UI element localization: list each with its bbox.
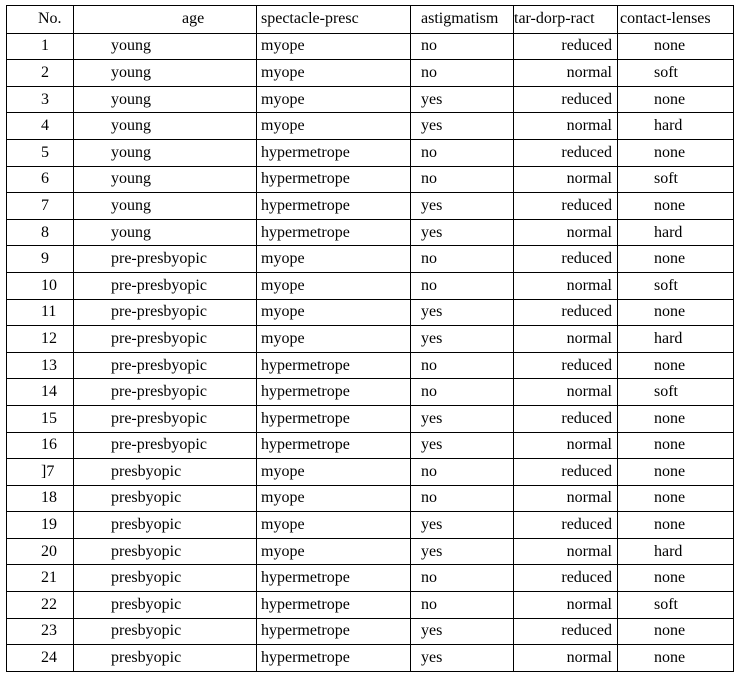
cell-no: 23 — [7, 618, 74, 645]
cell-age: presbyopic — [74, 592, 257, 619]
cell-contact-lenses: soft — [618, 379, 734, 406]
cell-spectacle: hypermetrope — [257, 432, 411, 459]
cell-contact-lenses: none — [618, 565, 734, 592]
cell-age: presbyopic — [74, 538, 257, 565]
table-row — [7, 60, 734, 87]
cell-no: 14 — [7, 379, 74, 406]
cell-contact-lenses: none — [618, 485, 734, 512]
cell-contact-lenses: soft — [618, 592, 734, 619]
cell-contact-lenses: none — [618, 405, 734, 432]
table-row — [7, 645, 734, 672]
cell-no: 16 — [7, 432, 74, 459]
cell-no: 18 — [7, 485, 74, 512]
cell-no: 4 — [7, 113, 74, 140]
cell-no: 9 — [7, 246, 74, 273]
cell-spectacle: hypermetrope — [257, 565, 411, 592]
cell-age: pre-presbyopic — [74, 272, 257, 299]
cell-astigmatism: no — [411, 166, 514, 193]
header-no: No. — [7, 6, 74, 34]
cell-astigmatism: no — [411, 352, 514, 379]
cell-age: pre-presbyopic — [74, 405, 257, 432]
contact-lenses-table — [6, 5, 734, 672]
cell-spectacle: myope — [257, 512, 411, 539]
table-row — [7, 459, 734, 486]
cell-tear-rate: reduced — [514, 405, 618, 432]
cell-age: pre-presbyopic — [74, 299, 257, 326]
cell-contact-lenses: soft — [618, 60, 734, 87]
cell-age: presbyopic — [74, 565, 257, 592]
table-row — [7, 326, 734, 353]
cell-tear-rate: normal — [514, 485, 618, 512]
cell-astigmatism: no — [411, 379, 514, 406]
cell-astigmatism: yes — [411, 113, 514, 140]
cell-astigmatism: yes — [411, 405, 514, 432]
cell-no: 21 — [7, 565, 74, 592]
cell-no: ]7 — [7, 459, 74, 486]
table-body — [7, 33, 734, 671]
cell-astigmatism: no — [411, 272, 514, 299]
cell-tear-rate: normal — [514, 379, 618, 406]
cell-tear-rate: normal — [514, 592, 618, 619]
table-row — [7, 166, 734, 193]
cell-astigmatism: no — [411, 459, 514, 486]
cell-contact-lenses: none — [618, 432, 734, 459]
cell-astigmatism: yes — [411, 432, 514, 459]
cell-spectacle: hypermetrope — [257, 618, 411, 645]
cell-contact-lenses: none — [618, 512, 734, 539]
cell-age: young — [74, 139, 257, 166]
cell-contact-lenses: none — [618, 459, 734, 486]
table-row — [7, 538, 734, 565]
cell-tear-rate: reduced — [514, 193, 618, 220]
cell-spectacle: hypermetrope — [257, 139, 411, 166]
table-header — [7, 6, 734, 34]
table-row — [7, 432, 734, 459]
table-row — [7, 33, 734, 60]
cell-tear-rate: normal — [514, 645, 618, 672]
table-row — [7, 272, 734, 299]
table-row — [7, 405, 734, 432]
cell-age: pre-presbyopic — [74, 246, 257, 273]
cell-no: 20 — [7, 538, 74, 565]
cell-age: young — [74, 166, 257, 193]
cell-spectacle: myope — [257, 272, 411, 299]
cell-contact-lenses: none — [618, 193, 734, 220]
cell-tear-rate: reduced — [514, 246, 618, 273]
cell-age: young — [74, 60, 257, 87]
cell-contact-lenses: hard — [618, 538, 734, 565]
cell-no: 2 — [7, 60, 74, 87]
cell-age: young — [74, 219, 257, 246]
cell-astigmatism: yes — [411, 512, 514, 539]
table-row — [7, 246, 734, 273]
table-row — [7, 565, 734, 592]
cell-tear-rate: reduced — [514, 299, 618, 326]
cell-spectacle: hypermetrope — [257, 645, 411, 672]
cell-spectacle: myope — [257, 326, 411, 353]
cell-no: 24 — [7, 645, 74, 672]
cell-spectacle: myope — [257, 485, 411, 512]
cell-no: 5 — [7, 139, 74, 166]
cell-contact-lenses: hard — [618, 113, 734, 140]
cell-tear-rate: reduced — [514, 86, 618, 113]
cell-no: 13 — [7, 352, 74, 379]
cell-no: 10 — [7, 272, 74, 299]
cell-contact-lenses: none — [618, 33, 734, 60]
cell-spectacle: hypermetrope — [257, 352, 411, 379]
cell-astigmatism: yes — [411, 538, 514, 565]
cell-age: presbyopic — [74, 459, 257, 486]
header-age: age — [74, 6, 257, 34]
cell-tear-rate: reduced — [514, 139, 618, 166]
cell-tear-rate: reduced — [514, 33, 618, 60]
table-row — [7, 592, 734, 619]
cell-spectacle: myope — [257, 86, 411, 113]
cell-contact-lenses: none — [618, 299, 734, 326]
cell-no: 19 — [7, 512, 74, 539]
cell-contact-lenses: none — [618, 246, 734, 273]
cell-spectacle: myope — [257, 246, 411, 273]
cell-astigmatism: no — [411, 485, 514, 512]
cell-no: 7 — [7, 193, 74, 220]
cell-spectacle: myope — [257, 538, 411, 565]
cell-no: 15 — [7, 405, 74, 432]
cell-spectacle: myope — [257, 299, 411, 326]
cell-no: 11 — [7, 299, 74, 326]
cell-tear-rate: normal — [514, 538, 618, 565]
cell-no: 12 — [7, 326, 74, 353]
cell-astigmatism: yes — [411, 645, 514, 672]
header-spectacle: spectacle-presc — [257, 6, 411, 34]
cell-age: young — [74, 113, 257, 140]
cell-spectacle: hypermetrope — [257, 166, 411, 193]
cell-astigmatism: yes — [411, 618, 514, 645]
cell-contact-lenses: none — [618, 139, 734, 166]
cell-astigmatism: no — [411, 33, 514, 60]
cell-tear-rate: reduced — [514, 618, 618, 645]
cell-tear-rate: normal — [514, 60, 618, 87]
cell-age: presbyopic — [74, 645, 257, 672]
table-row — [7, 139, 734, 166]
cell-astigmatism: yes — [411, 219, 514, 246]
cell-age: young — [74, 33, 257, 60]
cell-spectacle: myope — [257, 33, 411, 60]
cell-astigmatism: no — [411, 139, 514, 166]
header-row — [7, 6, 734, 34]
table-row — [7, 618, 734, 645]
cell-spectacle: hypermetrope — [257, 592, 411, 619]
cell-tear-rate: normal — [514, 272, 618, 299]
header-tear-rate: tar-dorp-ract — [514, 6, 618, 34]
cell-tear-rate: normal — [514, 113, 618, 140]
cell-astigmatism: yes — [411, 86, 514, 113]
header-astigmatism: astigmatism — [411, 6, 514, 34]
cell-astigmatism: yes — [411, 299, 514, 326]
cell-no: 1 — [7, 33, 74, 60]
cell-tear-rate: reduced — [514, 459, 618, 486]
table-row — [7, 86, 734, 113]
cell-tear-rate: normal — [514, 166, 618, 193]
cell-spectacle: hypermetrope — [257, 193, 411, 220]
table-row — [7, 379, 734, 406]
cell-astigmatism: no — [411, 246, 514, 273]
header-contact-lenses: contact-lenses — [618, 6, 734, 34]
cell-no: 8 — [7, 219, 74, 246]
cell-astigmatism: no — [411, 60, 514, 87]
cell-spectacle: myope — [257, 459, 411, 486]
table-row — [7, 352, 734, 379]
table-row — [7, 299, 734, 326]
cell-astigmatism: yes — [411, 326, 514, 353]
table-row — [7, 219, 734, 246]
cell-age: pre-presbyopic — [74, 379, 257, 406]
cell-spectacle: myope — [257, 113, 411, 140]
table-row — [7, 485, 734, 512]
cell-contact-lenses: hard — [618, 326, 734, 353]
cell-tear-rate: reduced — [514, 512, 618, 539]
cell-no: 3 — [7, 86, 74, 113]
cell-contact-lenses: none — [618, 618, 734, 645]
cell-contact-lenses: none — [618, 352, 734, 379]
cell-contact-lenses: soft — [618, 166, 734, 193]
cell-age: pre-presbyopic — [74, 352, 257, 379]
cell-age: pre-presbyopic — [74, 432, 257, 459]
cell-astigmatism: yes — [411, 193, 514, 220]
cell-age: presbyopic — [74, 512, 257, 539]
table-row — [7, 512, 734, 539]
cell-tear-rate: normal — [514, 432, 618, 459]
cell-tear-rate: reduced — [514, 352, 618, 379]
cell-age: presbyopic — [74, 485, 257, 512]
cell-age: young — [74, 86, 257, 113]
cell-tear-rate: normal — [514, 219, 618, 246]
cell-no: 22 — [7, 592, 74, 619]
cell-spectacle: hypermetrope — [257, 219, 411, 246]
cell-astigmatism: no — [411, 565, 514, 592]
cell-contact-lenses: soft — [618, 272, 734, 299]
cell-tear-rate: reduced — [514, 565, 618, 592]
cell-contact-lenses: hard — [618, 219, 734, 246]
cell-astigmatism: no — [411, 592, 514, 619]
cell-contact-lenses: none — [618, 86, 734, 113]
cell-contact-lenses: none — [618, 645, 734, 672]
cell-tear-rate: normal — [514, 326, 618, 353]
table-row — [7, 193, 734, 220]
table-row — [7, 113, 734, 140]
cell-spectacle: hypermetrope — [257, 405, 411, 432]
cell-age: young — [74, 193, 257, 220]
cell-age: pre-presbyopic — [74, 326, 257, 353]
cell-spectacle: hypermetrope — [257, 379, 411, 406]
cell-no: 6 — [7, 166, 74, 193]
cell-age: presbyopic — [74, 618, 257, 645]
cell-spectacle: myope — [257, 60, 411, 87]
